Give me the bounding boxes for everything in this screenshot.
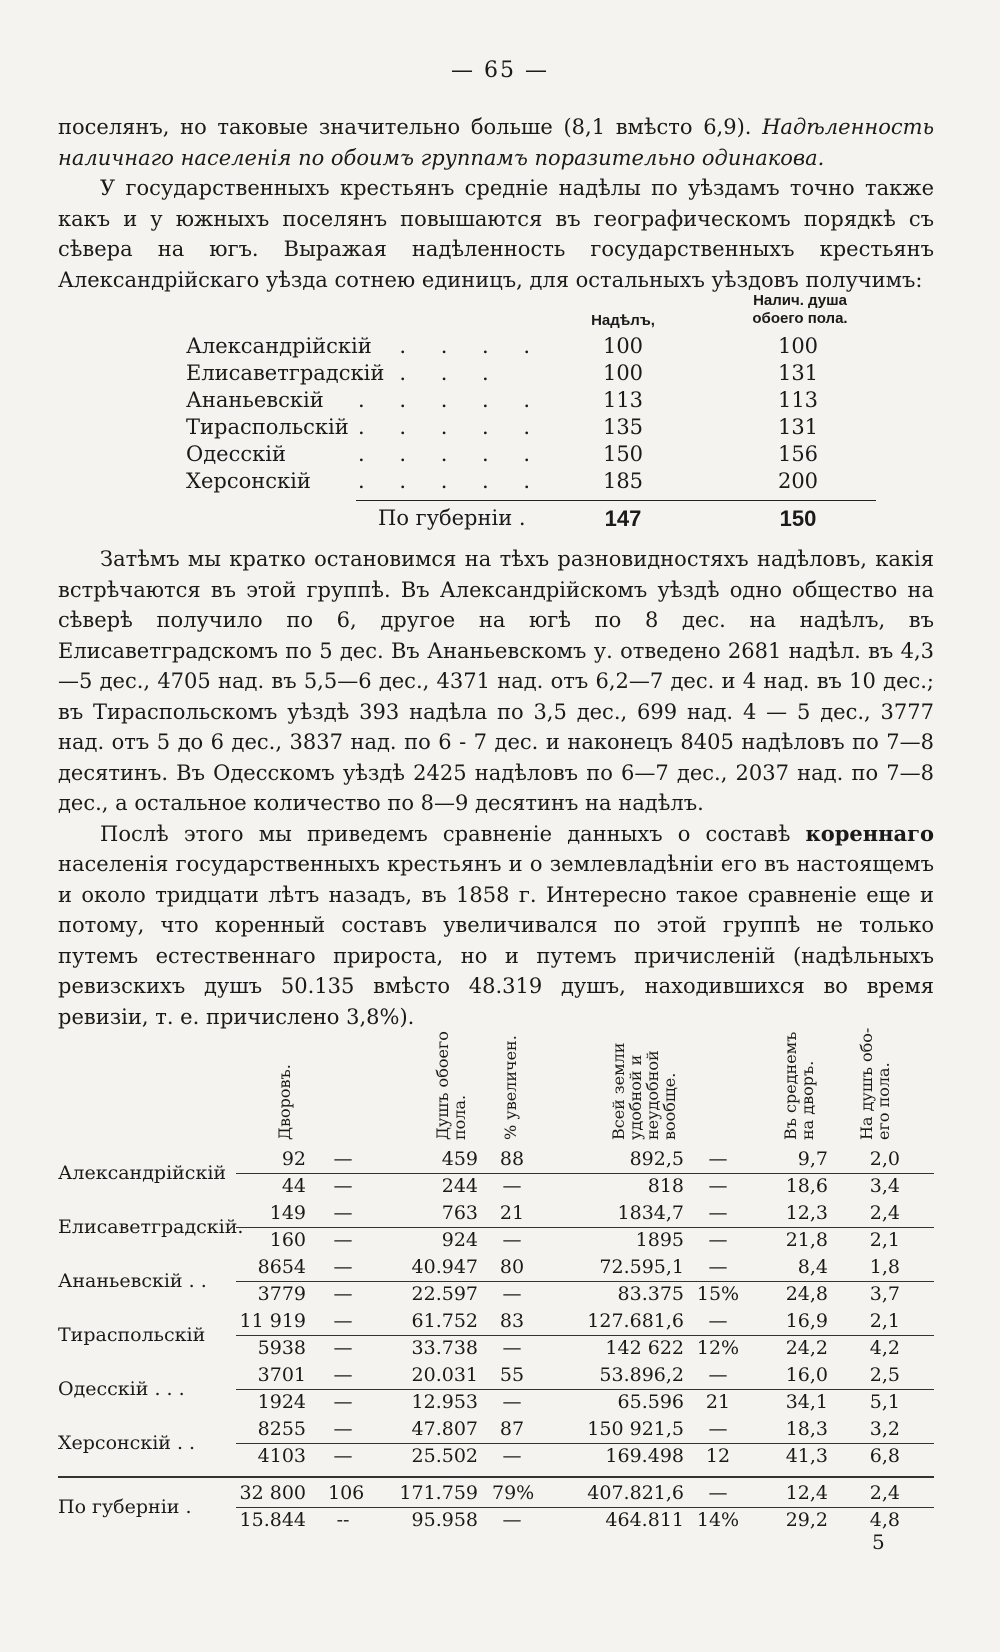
table2-cell-col-dash: -- xyxy=(336,1509,350,1531)
table2-cell-per-soul: 2,4 xyxy=(869,1202,900,1224)
table2-header-increase: % увеличен. xyxy=(501,1035,520,1140)
table2-cell-per-soul: 3,2 xyxy=(869,1418,900,1440)
table1-col2-header-line1: Налич. душа xyxy=(753,292,847,309)
leader-dots: . . . . . xyxy=(358,469,545,493)
table2-cell-pct-note: — xyxy=(708,1310,728,1332)
table2-cell-pct-note: 14% xyxy=(696,1509,740,1531)
table2-group-name: По губерніи . xyxy=(58,1496,192,1518)
table2-group-name: Херсонскій . . xyxy=(58,1432,196,1454)
table2-row xyxy=(58,1283,934,1309)
table2-cell-per-household: 9,7 xyxy=(797,1148,828,1170)
table2-cell-souls: 40.947 xyxy=(411,1256,478,1278)
table2-cell-pct-note: — xyxy=(708,1229,728,1251)
allotment-value: 100 xyxy=(602,361,644,385)
paragraph-3: Затѣмъ мы кратко остановимся на тѣхъ разновидностяхъ надѣловъ, какія встрѣчаются въ этой группѣ. Въ Александрійскомъ уѣздѣ одно общество на сѣверѣ получило по 6, другое на югѣ по 8 дес. на надѣлъ, въ Елисаветградскомъ по 5 дес. Въ Ананьевскомъ у. отведено 2681 надѣл. въ 4,3—5 дес., 4705 над. въ 5,5—6 дес., 4371 над. отъ 6,2—7 дес. и 4 над. въ 10 дес.; въ Тираспольскомъ уѣздѣ 393 надѣла по 3,5 дес., 699 над. 4 — 5 дес., 3777 над. отъ 5 до 6 дес., 3837 над. по 6 - 7 дес. и наконецъ 8405 надѣловъ по 7—8 десятинъ. Въ Одесскомъ уѣздѣ 2425 надѣловъ по 6—7 дес., 2037 над. по 7—8 дес., а остальное количество по 8—9 десятинъ на надѣлъ. xyxy=(58,547,934,815)
table2-row xyxy=(58,1148,934,1174)
leader-dots: . . . . xyxy=(358,361,503,385)
paragraph-2: У государственныхъ крестьянъ средніе надѣлы по уѣздамъ точно также какъ и у южныхъ поселянъ повышаются въ географическомъ порядкѣ съ сѣвера на югъ. Выражая надѣленность государственныхъ крестьянъ Александрійскаго уѣзда сотнею единицъ, для остальныхъ уѣздовъ получимъ: xyxy=(58,176,934,292)
table2-cell-col-dash: — xyxy=(333,1310,353,1332)
table2-row-rule xyxy=(236,1281,934,1282)
table2-cell-per-soul: 6,8 xyxy=(869,1445,900,1467)
uezd-name: Елисаветградскій xyxy=(186,361,385,385)
table2-header-households: Дворовъ. xyxy=(275,1064,294,1140)
table2-cell-increase-pct: 79% xyxy=(492,1482,535,1504)
table1-total-row xyxy=(58,506,934,531)
table2-cell-per-household: 8,4 xyxy=(797,1256,828,1278)
uezd-name: Тираспольскій xyxy=(186,415,349,439)
table2-group-name: Одесскій . . . xyxy=(58,1378,185,1400)
table2-row xyxy=(58,1202,934,1228)
table2-cell-increase-pct: — xyxy=(502,1229,522,1251)
table2-row xyxy=(58,1418,934,1444)
table2-cell-per-soul: 2,0 xyxy=(869,1148,900,1170)
table2-cell-households: 11 919 xyxy=(239,1310,306,1332)
uezd-name: Херсонскій xyxy=(186,469,311,493)
table2-cell-per-soul: 2,4 xyxy=(869,1482,900,1504)
table2-cell-increase-pct: 55 xyxy=(499,1364,525,1386)
body-text-top xyxy=(58,112,934,295)
table2-cell-col-dash: — xyxy=(333,1283,353,1305)
paragraph-4-text-b: населенія государственныхъ крестьянъ и о землевладѣніи его въ настоящемъ и около тридцати лѣтъ назадъ, въ 1858 г. Интересно такое сравненіе еще и потому, что коренный составъ увеличивался по этой группѣ не только путемъ естественнаго прироста, но и путемъ причисленій (надѣльныхъ ревизскихъ душъ 50.135 вмѣсто 48.319 душъ, находившихся во время ревизіи, т. е. причислено 3,8%). xyxy=(58,852,934,1029)
table2-cell-increase-pct: 87 xyxy=(499,1418,525,1440)
table2-cell-per-household: 18,3 xyxy=(785,1418,828,1440)
table2-cell-households: 3779 xyxy=(257,1283,306,1305)
per-soul-value: 131 xyxy=(777,361,819,385)
per-soul-value: 131 xyxy=(777,415,819,439)
table2-cell-col-dash: — xyxy=(333,1256,353,1278)
table2-cell-total-land: 892,5 xyxy=(629,1148,684,1170)
table2-cell-per-household: 24,2 xyxy=(785,1337,828,1359)
table2-cell-total-land: 65.596 xyxy=(617,1391,684,1413)
table2-cell-pct-note: — xyxy=(708,1482,728,1504)
table2-cell-per-household: 12,4 xyxy=(785,1482,828,1504)
table2-row xyxy=(58,1509,934,1535)
leader-dots: . . . . . xyxy=(358,442,545,466)
paragraph-1-italic: Надѣленность наличнаго населенія по обоимъ группамъ поразительно одинакова. xyxy=(58,115,934,170)
table2-cell-households: 92 xyxy=(281,1148,306,1170)
table2-cell-col-dash: — xyxy=(333,1229,353,1251)
table2-cell-increase-pct: 83 xyxy=(499,1310,525,1332)
table2-row-rule xyxy=(236,1335,934,1336)
table2-cell-col-dash: — xyxy=(333,1391,353,1413)
table2-cell-col-dash: — xyxy=(333,1418,353,1440)
table2-cell-per-household: 18,6 xyxy=(785,1175,828,1197)
per-soul-value: 100 xyxy=(777,334,819,358)
table2-cell-col-dash: 106 xyxy=(328,1482,365,1504)
table2-cell-souls: 95.958 xyxy=(411,1509,478,1531)
leader-dots: . . . . . xyxy=(358,415,545,439)
table2-row xyxy=(58,1364,934,1390)
per-soul-value: 200 xyxy=(777,469,819,493)
table2-cell-souls: 61.752 xyxy=(411,1310,478,1332)
table2-cell-households: 5938 xyxy=(257,1337,306,1359)
table2-cell-pct-note: — xyxy=(708,1418,728,1440)
allotment-value: 113 xyxy=(602,388,644,412)
table1-col2-header-line2: обоего пола. xyxy=(752,310,848,327)
table2-cell-per-soul: 3,7 xyxy=(869,1283,900,1305)
table2-row xyxy=(58,1229,934,1255)
table2-cell-col-dash: — xyxy=(333,1337,353,1359)
table2-cell-per-household: 21,8 xyxy=(785,1229,828,1251)
table2-cell-total-land: 1834,7 xyxy=(617,1202,684,1224)
table2-cell-per-household: 12,3 xyxy=(785,1202,828,1224)
allotment-value: 100 xyxy=(602,334,644,358)
table2-header-per-soul: На душъ обо- его пола. xyxy=(857,1027,893,1140)
paragraph-4-text-a: Послѣ этого мы приведемъ сравненіе данныхъ о составѣ xyxy=(100,821,806,846)
table2-cell-per-household: 41,3 xyxy=(785,1445,828,1467)
table2-cell-souls: 20.031 xyxy=(411,1364,478,1386)
table2-cell-total-land: 142 622 xyxy=(605,1337,684,1359)
table2-cell-per-household: 29,2 xyxy=(785,1509,828,1531)
paragraph-4-bold: кореннаго xyxy=(805,820,934,846)
allotment-value: 150 xyxy=(602,442,644,466)
table2-cell-per-soul: 3,4 xyxy=(869,1175,900,1197)
table2-row xyxy=(58,1256,934,1282)
signature-mark: 5 xyxy=(872,1530,885,1554)
table2-cell-total-land: 407.821,6 xyxy=(587,1482,684,1504)
table2-cell-increase-pct: — xyxy=(502,1391,522,1413)
table2-cell-pct-note: 21 xyxy=(705,1391,731,1413)
table2-cell-households: 1924 xyxy=(257,1391,306,1413)
table2-cell-total-land: 150 921,5 xyxy=(587,1418,684,1440)
table2-row-rule xyxy=(236,1227,934,1228)
table2-cell-per-soul: 2,1 xyxy=(869,1310,900,1332)
table2-cell-souls: 244 xyxy=(441,1175,478,1197)
table1-total-label: По губерніи . xyxy=(378,506,526,530)
paragraph-1-text: поселянъ, но таковые значительно больше (8,1 вмѣсто 6,9). xyxy=(58,115,763,139)
table1-row xyxy=(58,388,934,413)
table2-cell-col-dash: — xyxy=(333,1202,353,1224)
table2-group-name: Елисаветградскій. xyxy=(58,1216,244,1238)
page-number: — 65 — xyxy=(451,58,549,83)
table2-cell-per-household: 34,1 xyxy=(785,1391,828,1413)
table2-cell-households: 160 xyxy=(269,1229,306,1251)
table2-cell-per-soul: 1,8 xyxy=(869,1256,900,1278)
table2-cell-households: 8654 xyxy=(257,1256,306,1278)
table2-row-rule xyxy=(236,1173,934,1174)
table2-row xyxy=(58,1337,934,1363)
table2-cell-total-land: 72.595,1 xyxy=(599,1256,684,1278)
table1-row xyxy=(58,415,934,440)
per-soul-value: 156 xyxy=(777,442,819,466)
table1-row xyxy=(58,469,934,494)
table1-col2-header xyxy=(730,292,870,328)
table2-cell-souls: 459 xyxy=(441,1148,478,1170)
table1-col1-header: Надѣлъ, xyxy=(591,312,655,329)
table2-cell-souls: 924 xyxy=(441,1229,478,1251)
table2-cell-increase-pct: 21 xyxy=(499,1202,525,1224)
table1-total-v1: 147 xyxy=(604,506,642,531)
table2-row xyxy=(58,1391,934,1417)
table2-cell-increase-pct: — xyxy=(502,1445,522,1467)
table2-cell-increase-pct: — xyxy=(502,1283,522,1305)
leader-dots: . . . . . xyxy=(358,388,545,412)
table2-cell-households: 32 800 xyxy=(239,1482,306,1504)
table2-cell-col-dash: — xyxy=(333,1445,353,1467)
table2-row xyxy=(58,1445,934,1471)
population-land-table xyxy=(58,1000,934,1531)
table2-cell-increase-pct: — xyxy=(502,1509,522,1531)
table2-cell-souls: 33.738 xyxy=(411,1337,478,1359)
table2-cell-increase-pct: 88 xyxy=(499,1148,525,1170)
table2-group-name: Ананьевскій . . xyxy=(58,1270,207,1292)
table2-cell-col-dash: — xyxy=(333,1175,353,1197)
table2-cell-pct-note: — xyxy=(708,1364,728,1386)
table1-row xyxy=(58,334,934,359)
table2-cell-total-land: 1895 xyxy=(635,1229,684,1251)
table2-cell-souls: 12.953 xyxy=(411,1391,478,1413)
table2-cell-pct-note: — xyxy=(708,1148,728,1170)
table2-cell-total-land: 464.811 xyxy=(605,1509,684,1531)
table2-header-per-household: Въ среднемъ на дворъ. xyxy=(781,1031,817,1140)
table2-cell-households: 44 xyxy=(281,1175,306,1197)
table2-cell-per-soul: 5,1 xyxy=(869,1391,900,1413)
table2-cell-households: 8255 xyxy=(257,1418,306,1440)
table2-cell-households: 4103 xyxy=(257,1445,306,1467)
table1-row xyxy=(58,361,934,386)
table2-cell-souls: 22.597 xyxy=(411,1283,478,1305)
uezd-name: Одесскій xyxy=(186,442,286,466)
paragraph-1 xyxy=(58,112,934,173)
table2-cell-increase-pct: 80 xyxy=(499,1256,525,1278)
table2-cell-per-soul: 4,8 xyxy=(869,1509,900,1531)
table2-row xyxy=(58,1482,934,1508)
table2-cell-households: 149 xyxy=(269,1202,306,1224)
table2-row-rule xyxy=(236,1443,934,1444)
table2-cell-increase-pct: — xyxy=(502,1175,522,1197)
table2-cell-souls: 25.502 xyxy=(411,1445,478,1467)
leader-dots: . . . . . xyxy=(358,334,545,358)
table2-cell-per-soul: 2,5 xyxy=(869,1364,900,1386)
table1-total-rule xyxy=(356,500,876,501)
table2-cell-households: 15.844 xyxy=(239,1509,306,1531)
table2-cell-total-land: 83.375 xyxy=(617,1283,684,1305)
table2-row-rule xyxy=(236,1507,934,1508)
table2-cell-total-land: 818 xyxy=(647,1175,684,1197)
table2-cell-per-household: 24,8 xyxy=(785,1283,828,1305)
table2-header-total-land: Всей земли удобной и неудобной вообще. xyxy=(609,1042,679,1140)
table2-group-name: Тираспольскій xyxy=(58,1324,206,1346)
table2-cell-souls: 47.807 xyxy=(411,1418,478,1440)
table1-row xyxy=(58,442,934,467)
table2-header-souls: Душъ обоего пола. xyxy=(433,1031,469,1140)
table2-row xyxy=(58,1310,934,1336)
table2-cell-col-dash: — xyxy=(333,1364,353,1386)
table2-cell-households: 3701 xyxy=(257,1364,306,1386)
table2-group-name: Александрійскій xyxy=(58,1162,227,1184)
table2-cell-total-land: 127.681,6 xyxy=(587,1310,684,1332)
table2-cell-increase-pct: — xyxy=(502,1337,522,1359)
table2-cell-per-household: 16,0 xyxy=(785,1364,828,1386)
table2-cell-per-soul: 4,2 xyxy=(869,1337,900,1359)
table2-cell-per-household: 16,9 xyxy=(785,1310,828,1332)
table1-total-v2: 150 xyxy=(779,506,817,531)
body-text-middle xyxy=(58,544,934,1032)
uezd-name: Александрійскій xyxy=(186,334,372,358)
table2-row-rule xyxy=(236,1389,934,1390)
allotment-value: 135 xyxy=(602,415,644,439)
table2-cell-pct-note: — xyxy=(708,1175,728,1197)
table2-cell-souls: 171.759 xyxy=(399,1482,478,1504)
table2-cell-pct-note: 12% xyxy=(696,1337,740,1359)
table2-cell-total-land: 169.498 xyxy=(605,1445,684,1467)
table2-cell-per-soul: 2,1 xyxy=(869,1229,900,1251)
uezd-name: Ананьевскій xyxy=(186,388,324,412)
per-soul-value: 113 xyxy=(777,388,819,412)
table2-row xyxy=(58,1175,934,1201)
table2-cell-total-land: 53.896,2 xyxy=(599,1364,684,1386)
table2-cell-pct-note: 15% xyxy=(696,1283,740,1305)
table2-total-rule xyxy=(58,1476,934,1478)
table2-cell-col-dash: — xyxy=(333,1148,353,1170)
table2-cell-souls: 763 xyxy=(441,1202,478,1224)
allotment-value: 185 xyxy=(602,469,644,493)
table2-cell-pct-note: — xyxy=(708,1256,728,1278)
table2-cell-pct-note: 12 xyxy=(705,1445,731,1467)
table2-cell-pct-note: — xyxy=(708,1202,728,1224)
